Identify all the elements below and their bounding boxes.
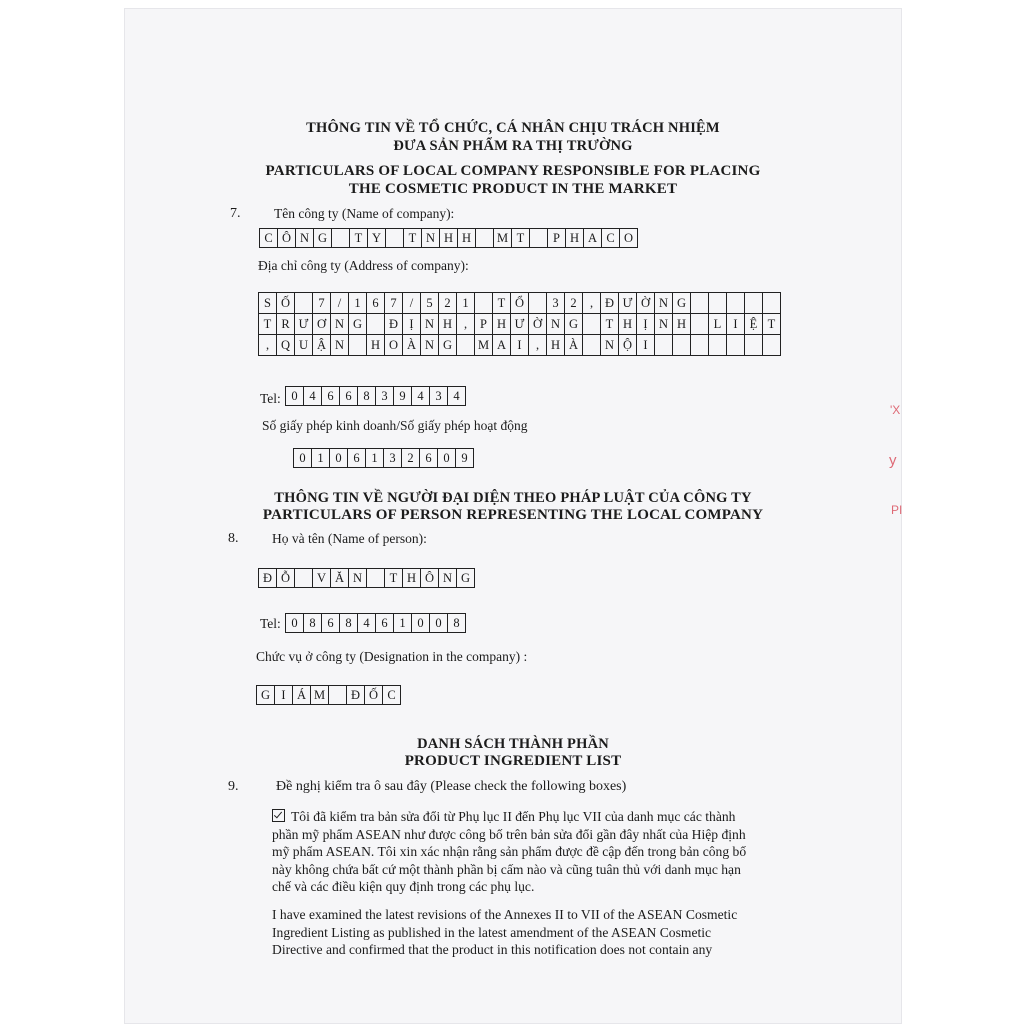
address-cell: Đ [385,314,403,335]
address-cell: L [709,314,727,335]
company-tel-cell: 4 [304,387,322,406]
stamp-mark-2: y [889,452,897,469]
org-title-vi-2: ĐƯA SẢN PHẨM RA THỊ TRƯỜNG [393,138,633,154]
address-cell: , [457,314,475,335]
address-cell: Ư [619,293,637,314]
address-cell: N [655,314,673,335]
company-name-cell: T [512,229,530,248]
address-cell: N [547,314,565,335]
ingredients-title-vi: DANH SÁCH THÀNH PHẦN [417,736,609,752]
declaration-en-line: Ingredient Listing as published in the latest amendment of the ASEAN Cosmetic [272,924,712,940]
license-cell: 6 [420,449,438,468]
declaration-vi-paragraph [272,808,819,896]
address-cell: I [511,335,529,356]
person-tel-cell: 8 [304,614,322,633]
address-cell: Ậ [313,335,331,356]
address-cell: / [331,293,349,314]
address-cell: 7 [385,293,403,314]
license-cell: 3 [384,449,402,468]
ingredients-title-en: PRODUCT INGREDIENT LIST [404,753,622,769]
person-name-cell [367,569,385,588]
address-cell [295,293,313,314]
address-cell: N [655,293,673,314]
person-name-cell: G [457,569,475,588]
company-name-cell [386,229,404,248]
company-name-cell: G [314,229,332,248]
company-name-cell [476,229,494,248]
address-cell: 3 [547,293,565,314]
designation-field[interactable] [256,685,401,705]
company-name-cell: C [260,229,278,248]
address-cell [709,335,727,356]
person-tel-cell: 4 [358,614,376,633]
address-cell: N [331,314,349,335]
address-cell [367,314,385,335]
document-page [124,8,902,1024]
address-cell [745,335,763,356]
address-cell: 2 [439,293,457,314]
person-tel-label: Tel: [260,616,281,631]
address-cell [763,335,781,356]
address-cell: I [727,314,745,335]
declaration-en-line: Directive and confirmed that the product in this notification does not contain any [272,942,713,957]
designation-cell: M [311,686,329,705]
address-cell: Ư [295,314,313,335]
address-cell [691,314,709,335]
address-cell: H [673,314,691,335]
org-title-en-2: THE COSMETIC PRODUCT IN THE MARKET [348,181,678,197]
license-cell: 0 [438,449,456,468]
license-cell: 1 [312,449,330,468]
person-name-cell: N [439,569,457,588]
person-name-cell: H [403,569,421,588]
address-cell: Q [277,335,295,356]
org-title-vi-1: THÔNG TIN VỀ TỔ CHỨC, CÁ NHÂN CHỊU TRÁCH NHIỆM [306,120,720,136]
declaration-vi-line: mỹ phẩm ASEAN. Tôi xin xác nhận rằng sản phẩm được đề cập đến trong bản công bố [272,844,747,859]
address-cell: H [367,335,385,356]
business-license-field[interactable] [293,448,474,468]
designation-cell: Á [293,686,311,705]
address-cell [691,293,709,314]
address-cell: 2 [565,293,583,314]
address-cell [583,335,601,356]
designation-cell: I [275,686,293,705]
address-cell: Ị [403,314,421,335]
declaration-vi-line: phần mỹ phẩm ASEAN như được công bố trên bản sửa đổi gần đây nhất của Hiệp định [272,826,746,842]
address-cell: N [421,335,439,356]
address-cell: H [493,314,511,335]
address-cell: H [547,335,565,356]
company-name-cell: O [620,229,638,248]
company-tel-cell: 8 [358,387,376,406]
person-name-cell: Đ [259,569,277,588]
address-cell: A [493,335,511,356]
address-cell [655,335,673,356]
address-cell: N [331,335,349,356]
address-cell: T [763,314,781,335]
company-name-cell: T [350,229,368,248]
address-cell [763,293,781,314]
address-cell [745,293,763,314]
address-cell: 5 [421,293,439,314]
person-tel-field[interactable] [285,613,466,633]
person-tel-cell: 8 [448,614,466,633]
address-cell: À [565,335,583,356]
person-tel-cell: 0 [286,614,304,633]
declaration-en-paragraph [272,906,819,959]
address-cell: N [601,335,619,356]
declaration-vi-text: Tôi đã kiểm tra bản sửa đổi từ Phụ lục II đến Phụ lục VII của danh mục các thành [291,809,736,824]
person-name-cell [295,569,313,588]
person-name-label: Họ và tên (Name of person): [272,531,427,546]
address-cell: G [673,293,691,314]
company-name-cell: N [422,229,440,248]
org-title-en-1: PARTICULARS OF LOCAL COMPANY RESPONSIBLE FOR PLACING [265,163,761,179]
rep-title-en: PARTICULARS OF PERSON REPRESENTING THE LOCAL COMPANY [262,507,764,523]
company-name-cell: Ô [278,229,296,248]
company-tel-cell: 6 [322,387,340,406]
license-cell: 9 [456,449,474,468]
address-cell [709,293,727,314]
stamp-mark-3: PI [891,503,903,517]
business-license-label: Số giấy phép kinh doanh/Số giấy phép hoạt động [262,418,528,433]
designation-cell: Ố [365,686,383,705]
address-cell [529,293,547,314]
person-name-cell: Ô [421,569,439,588]
address-cell: À [403,335,421,356]
company-name-cell [530,229,548,248]
company-name-cell: Y [368,229,386,248]
check-instruction: Đề nghị kiểm tra ô sau đây (Please check the following boxes) [276,779,627,794]
company-tel-cell: 3 [376,387,394,406]
address-cell: I [637,335,655,356]
address-cell: Ộ [619,335,637,356]
declaration-vi-line [272,808,819,826]
company-name-cell [332,229,350,248]
company-name-cell: H [440,229,458,248]
address-cell: Ệ [745,314,763,335]
company-tel-cell: 9 [394,387,412,406]
address-cell: Ị [637,314,655,335]
address-cell: , [583,293,601,314]
address-cell [727,335,745,356]
address-cell: / [403,293,421,314]
person-tel-cell: 6 [322,614,340,633]
company-name-label: Tên công ty (Name of company): [274,206,455,221]
address-cell: O [385,335,403,356]
address-cell [349,335,367,356]
person-tel-cell: 1 [394,614,412,633]
address-cell: , [259,335,277,356]
designation-label: Chức vụ ở công ty (Designation in the company) : [256,649,528,664]
address-cell [691,335,709,356]
designation-cell [329,686,347,705]
address-cell: G [439,335,457,356]
address-cell: P [475,314,493,335]
company-name-cell: P [548,229,566,248]
company-tel-cell: 3 [430,387,448,406]
address-cell [475,293,493,314]
company-address-field[interactable] [258,292,781,356]
address-cell: T [259,314,277,335]
designation-cell: G [257,686,275,705]
license-cell: 0 [330,449,348,468]
address-cell: G [565,314,583,335]
address-cell: Đ [601,293,619,314]
address-cell: Ổ [511,293,529,314]
company-tel-cell: 0 [286,387,304,406]
designation-cell: Đ [347,686,365,705]
person-name-field[interactable] [258,568,475,588]
address-cell: Ư [511,314,529,335]
person-tel-cell: 0 [430,614,448,633]
address-cell: 6 [367,293,385,314]
declaration-vi-line: chế và các điều kiện quy định trong các phụ lục. [272,879,535,894]
item-number-9: 9. [228,779,239,794]
license-cell: 1 [366,449,384,468]
company-tel-cell: 4 [412,387,430,406]
address-cell: S [259,293,277,314]
address-cell: H [619,314,637,335]
address-cell: T [601,314,619,335]
address-cell: 1 [457,293,475,314]
address-cell: R [277,314,295,335]
company-name-cell: C [602,229,620,248]
address-cell: U [295,335,313,356]
person-tel-cell: 0 [412,614,430,633]
address-cell [457,335,475,356]
company-name-cell: N [296,229,314,248]
company-tel-label: Tel: [260,391,281,406]
address-cell: T [493,293,511,314]
person-tel-cell: 8 [340,614,358,633]
person-name-cell: V [313,569,331,588]
address-cell: N [421,314,439,335]
company-name-cell: H [458,229,476,248]
person-tel-cell: 6 [376,614,394,633]
item-number-7: 7. [230,206,241,221]
company-address-label: Địa chỉ công ty (Address of company): [258,258,469,273]
person-name-cell: Ă [331,569,349,588]
address-cell: Ờ [529,314,547,335]
person-name-cell: Ỗ [277,569,295,588]
address-cell: Ờ [637,293,655,314]
designation-cell: C [383,686,401,705]
declaration-vi-line: này không chứa bất cứ một thành phần bị cấm nào và cũng tuân thủ với danh mục hạn [272,861,741,877]
address-cell [583,314,601,335]
address-cell: 1 [349,293,367,314]
company-tel-cell: 6 [340,387,358,406]
company-name-cell: M [494,229,512,248]
stamp-mark-1: 'X [890,403,901,417]
address-cell: Ơ [313,314,331,335]
address-cell [673,335,691,356]
declaration-checkbox[interactable] [272,809,285,822]
person-name-cell: N [349,569,367,588]
company-name-cell: T [404,229,422,248]
company-tel-field[interactable] [285,386,466,406]
address-cell: H [439,314,457,335]
person-name-cell: T [385,569,403,588]
company-name-cell: A [584,229,602,248]
address-cell: G [349,314,367,335]
address-cell [727,293,745,314]
address-cell: , [529,335,547,356]
license-cell: 0 [294,449,312,468]
address-cell: 7 [313,293,331,314]
address-cell: Ố [277,293,295,314]
company-name-cell: H [566,229,584,248]
rep-title-vi: THÔNG TIN VỀ NGƯỜI ĐẠI DIỆN THEO PHÁP LUẬT CỦA CÔNG TY [274,490,752,506]
company-tel-cell: 4 [448,387,466,406]
license-cell: 6 [348,449,366,468]
item-number-8: 8. [228,531,239,546]
declaration-en-line: I have examined the latest revisions of the Annexes II to VII of the ASEAN Cosmetic [272,907,738,922]
company-name-field[interactable] [259,228,638,248]
license-cell: 2 [402,449,420,468]
address-cell: M [475,335,493,356]
